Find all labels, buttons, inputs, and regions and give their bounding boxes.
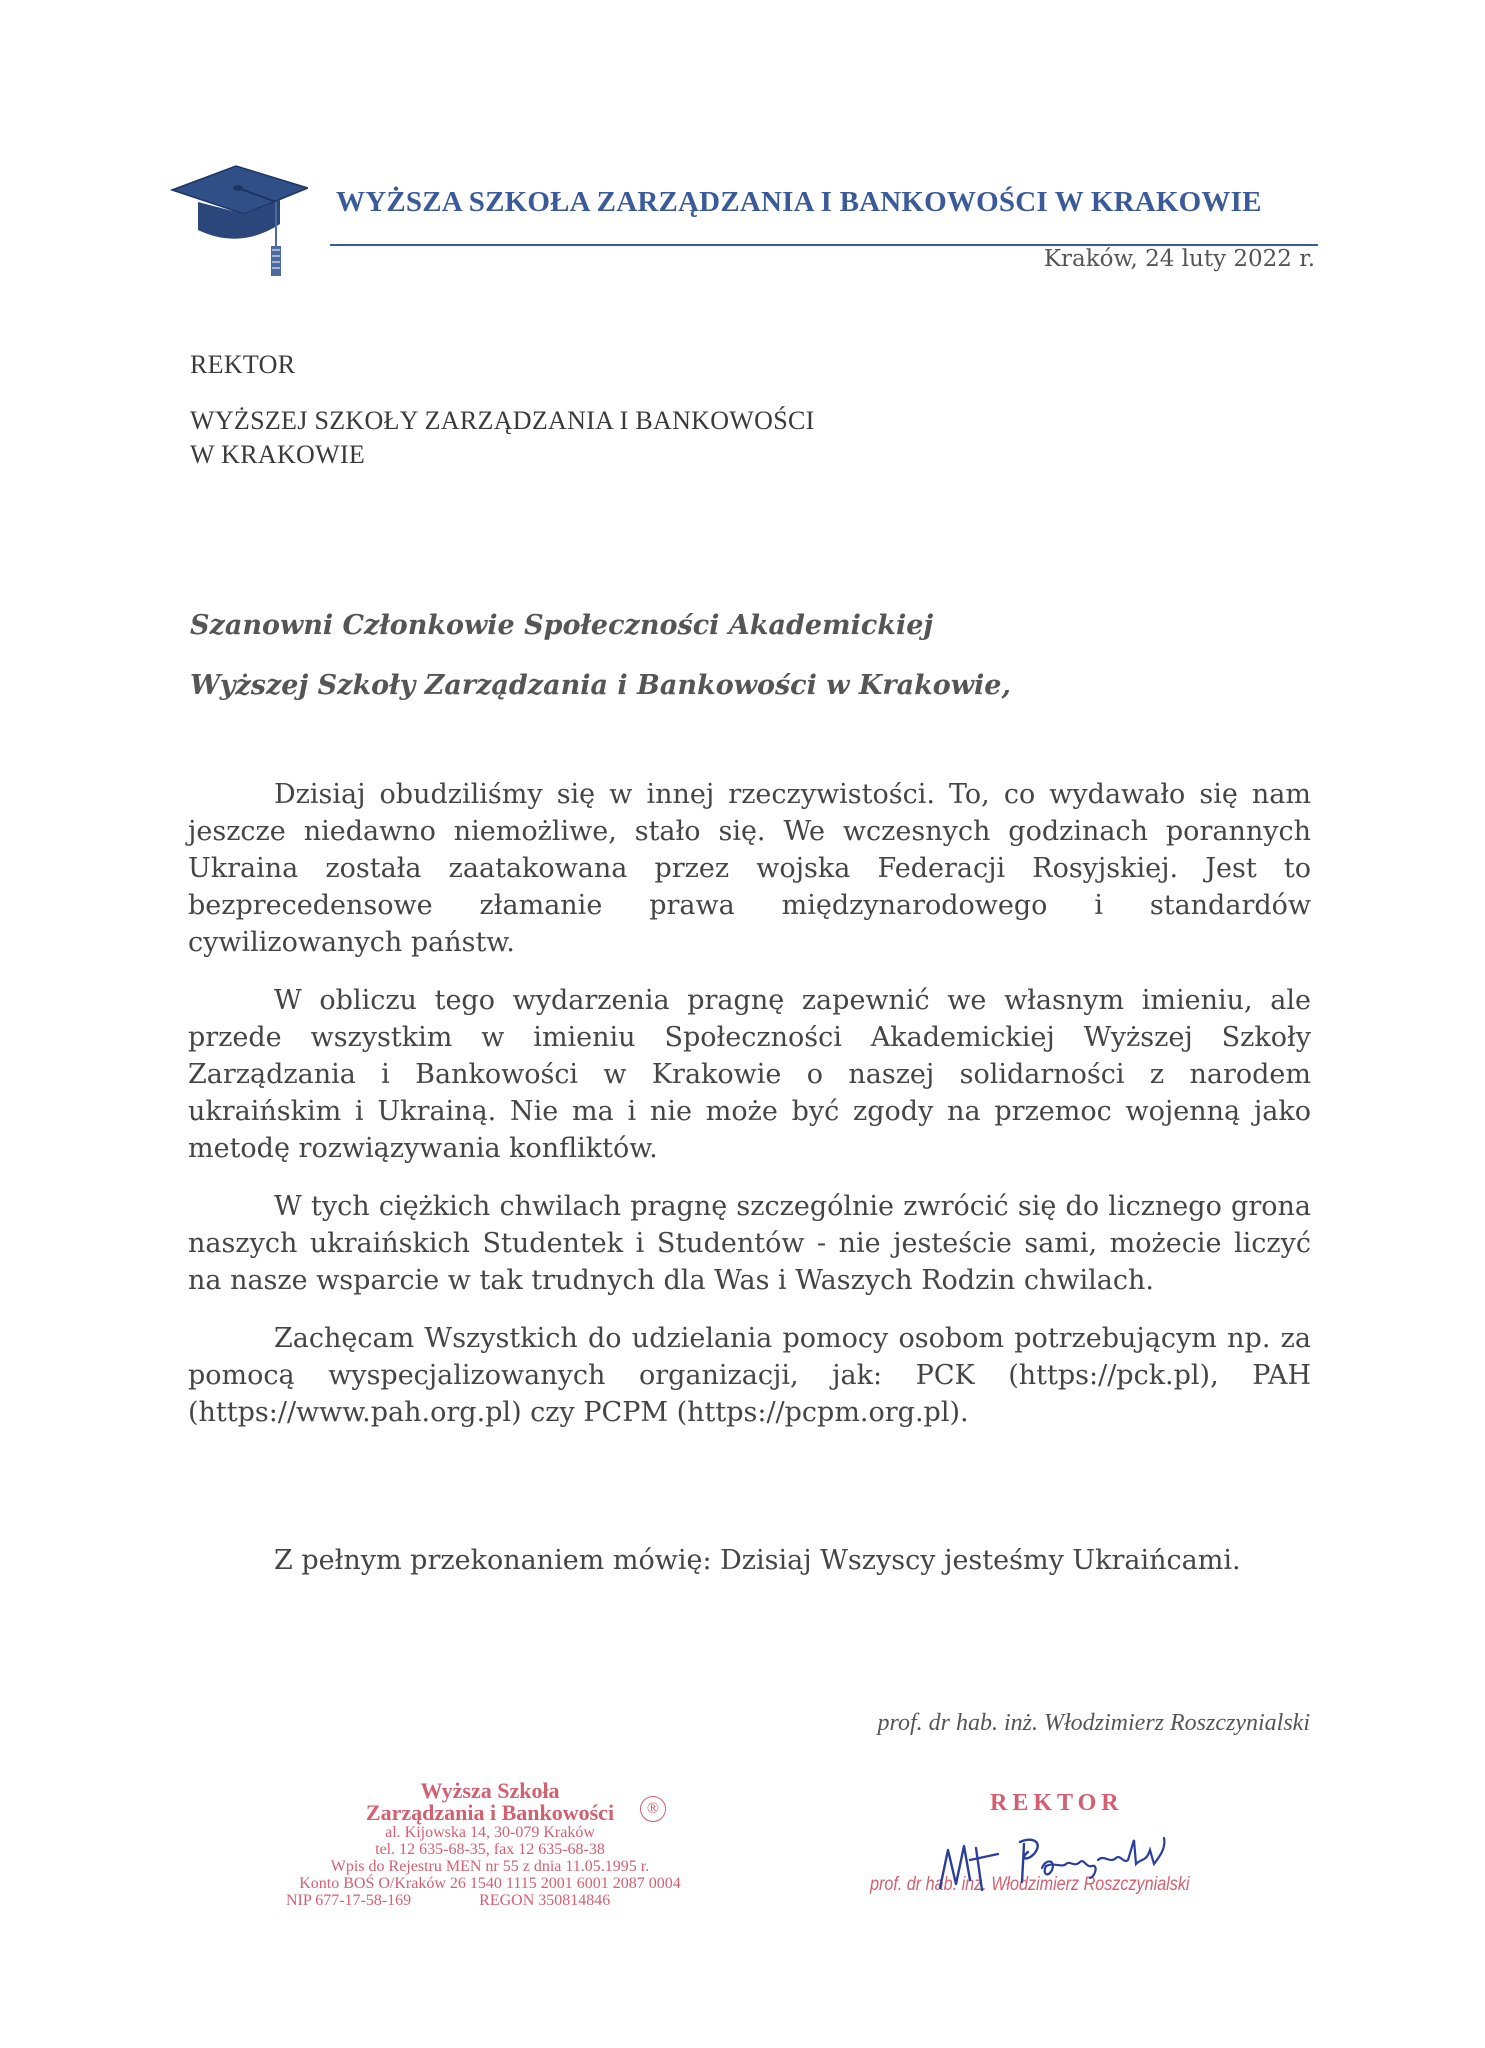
- school-name: WYŻSZA SZKOŁA ZARZĄDZANIA I BANKOWOŚCI W KRAKOWIE: [336, 186, 1262, 218]
- stamp-name-line-1: Wyższa Szkoła: [420, 1778, 560, 1803]
- closing-statement: Z pełnym przekonaniem mówię: Dzisiaj Wszyscy jesteśmy Ukraińcami.: [274, 1545, 1241, 1576]
- letter-date: Kraków, 24 luty 2022 r.: [1043, 246, 1315, 272]
- sender-line-2: WYŻSZEJ SZKOŁY ZARZĄDZANIA I BANKOWOŚCI: [190, 406, 815, 435]
- stamp-name-line-2: Zarządzania i Bankowości: [365, 1800, 615, 1825]
- institution-stamp: [280, 1780, 700, 1909]
- signer-name: prof. dr hab. inż. Włodzimierz Roszczynialski: [877, 1710, 1310, 1736]
- salutation-line-2: Wyższej Szkoły Zarządzania i Bankowości w Krakowie,: [190, 670, 1011, 701]
- registered-mark: ®: [640, 1796, 666, 1822]
- paragraph-1: Dzisiaj obudziliśmy się w innej rzeczywistości. To, co wydawało się nam jeszcze niedawno niemożliwe, stało się. We wczesnych godzinach porannych Ukraina została zaatakowana przez wojska Federacji Rosyjskiej. Jest to bezprecedensowe złamanie prawa międzynarodowego i standardów cywilizowanych państw.: [188, 779, 1311, 958]
- rector-stamp-name: prof. dr hab. inż. Włodzimierz Roszczynialski: [870, 1874, 1190, 1895]
- paragraph-4: Zachęcam Wszystkich do udzielania pomocy osobom potrzebującym np. za pomocą wyspecjalizowanych organizacji, jak: PCK (https://pck.pl), PAH (https://www.pah.org.pl) czy PCPM (https://pcpm.org.pl).: [188, 1323, 1311, 1428]
- stamp-regon: REGON 350814846: [479, 1892, 611, 1909]
- graduation-cap-icon: [168, 162, 308, 282]
- paragraph-2: W obliczu tego wydarzenia pragnę zapewnić we własnym imieniu, ale przede wszystkim w imieniu Społeczności Akademickiej Wyższej Szkoły Zarządzania i Bankowości w Krakowie o naszej solidarności z narodem ukraińskim i Ukrainą. Nie ma i nie może być zgody na przemoc wojenną jako metodę rozwiązywania konfliktów.: [188, 985, 1311, 1164]
- letter-body: [188, 776, 1311, 1452]
- salutation-line-1: Szanowni Członkowie Społeczności Akademickiej: [190, 610, 934, 641]
- stamp-nip: NIP 677-17-58-169: [286, 1892, 412, 1909]
- sender-line-1: REKTOR: [190, 350, 296, 379]
- stamp-address: al. Kijowska 14, 30-079 Kraków: [385, 1824, 595, 1841]
- stamp-account: Konto BOŚ O/Kraków 26 1540 1115 2001 6001 2087 0004: [299, 1875, 681, 1892]
- sender-line-3: W KRAKOWIE: [190, 440, 366, 469]
- rector-stamp-title: REKTOR: [990, 1790, 1124, 1816]
- paragraph-3: W tych ciężkich chwilach pragnę szczególnie zwrócić się do licznego grona naszych ukraińskich Studentek i Studentów - nie jesteście sami, możecie liczyć na nasze wsparcie w tak trudnych dla Was i Waszych Rodzin chwilach.: [188, 1191, 1311, 1296]
- stamp-phone: tel. 12 635-68-35, fax 12 635-68-38: [375, 1841, 605, 1858]
- stamp-registry: Wpis do Rejestru MEN nr 55 z dnia 11.05.1995 r.: [330, 1858, 650, 1875]
- handwritten-signature: [920, 1810, 1220, 1920]
- rector-stamp: [870, 1790, 1270, 1930]
- stamp-ids: [280, 1892, 700, 1909]
